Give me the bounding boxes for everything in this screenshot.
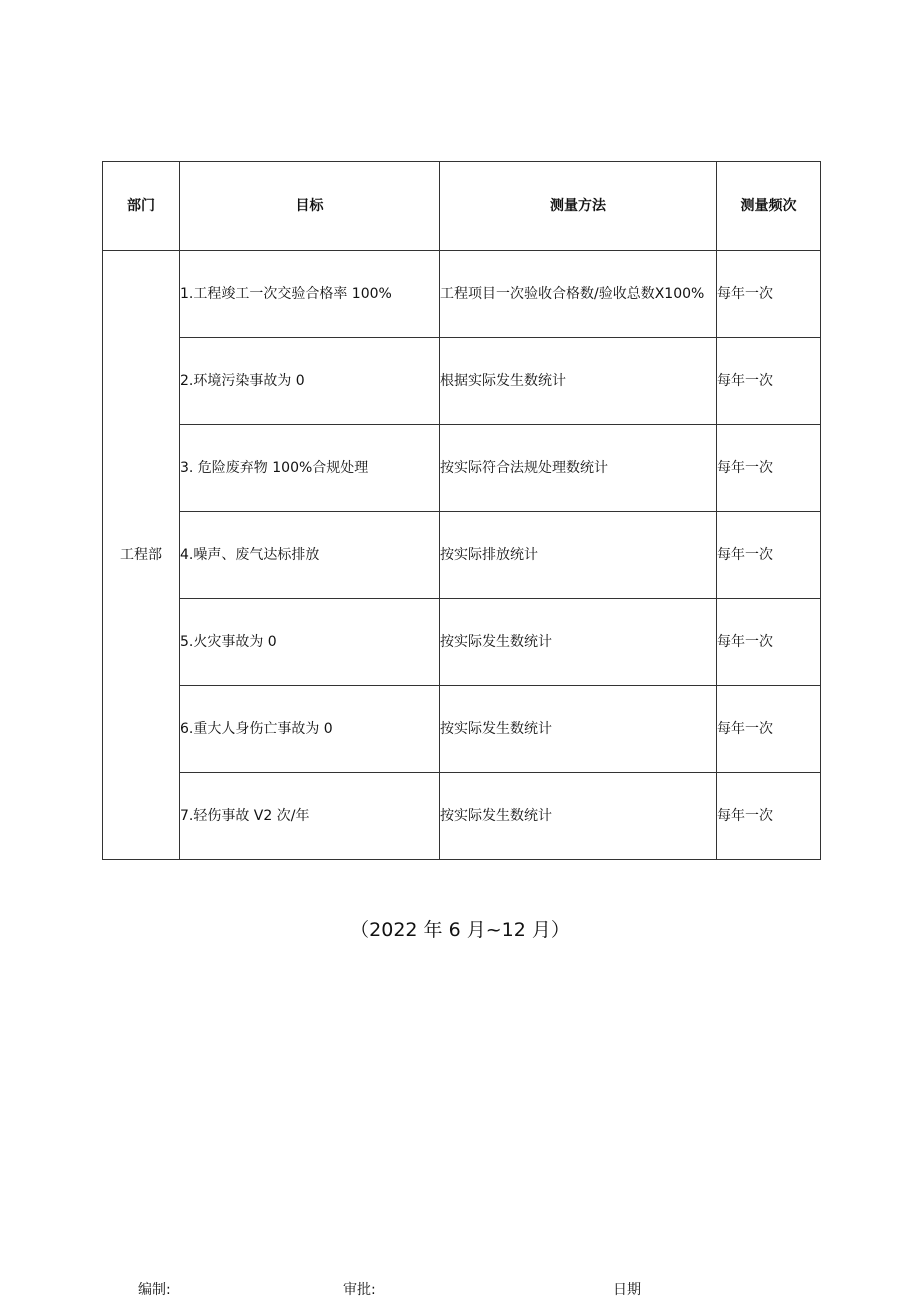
goal-cell: 3. 危险废弃物 100%合规处理 (180, 425, 440, 512)
approved-by-label: 审批: (343, 1282, 376, 1298)
method-cell (440, 251, 717, 338)
header-method: 测量方法 (440, 162, 717, 251)
frequency-cell: 每年一次 (717, 338, 821, 425)
objectives-table (102, 161, 821, 860)
frequency-cell: 每年一次 (717, 773, 821, 860)
goal-cell: 4.噪声、废气达标排放 (180, 512, 440, 599)
method-cell: 按实际符合法规处理数统计 (440, 425, 717, 512)
prepared-by-label: 编制: (138, 1282, 171, 1298)
method-cell: 按实际发生数统计 (440, 599, 717, 686)
table-row (103, 512, 821, 599)
frequency-cell: 每年一次 (717, 599, 821, 686)
header-goal: 目标 (180, 162, 440, 251)
header-dept: 部门 (103, 162, 180, 251)
frequency-cell: 每年一次 (717, 512, 821, 599)
table-row (103, 686, 821, 773)
method-cell: 按实际发生数统计 (440, 686, 717, 773)
frequency-cell: 每年一次 (717, 686, 821, 773)
method-text: 工程项目一次验收合格数/验收总数X100% (440, 286, 705, 302)
date-label: 日期 (613, 1282, 641, 1298)
table-row (103, 338, 821, 425)
method-cell: 按实际排放统计 (440, 512, 717, 599)
goal-cell: 2.环境污染事故为 0 (180, 338, 440, 425)
goal-cell: 1.工程竣工一次交验合格率 100% (180, 251, 440, 338)
table-row (103, 599, 821, 686)
method-cell: 按实际发生数统计 (440, 773, 717, 860)
goal-cell: 6.重大人身伤亡事故为 0 (180, 686, 440, 773)
table-row (103, 251, 821, 338)
goal-cell: 5.火灾事故为 0 (180, 599, 440, 686)
table-row (103, 773, 821, 860)
department-cell: 工程部 (103, 251, 180, 860)
header-frequency: 测量频次 (717, 162, 821, 251)
period-caption: （2022 年 6 月~12 月） (350, 919, 570, 941)
table-row (103, 425, 821, 512)
frequency-cell: 每年一次 (717, 425, 821, 512)
goal-cell: 7.轻伤事故 V2 次/年 (180, 773, 440, 860)
table-header-row (103, 162, 821, 251)
frequency-cell: 每年一次 (717, 251, 821, 338)
method-cell: 根据实际发生数统计 (440, 338, 717, 425)
